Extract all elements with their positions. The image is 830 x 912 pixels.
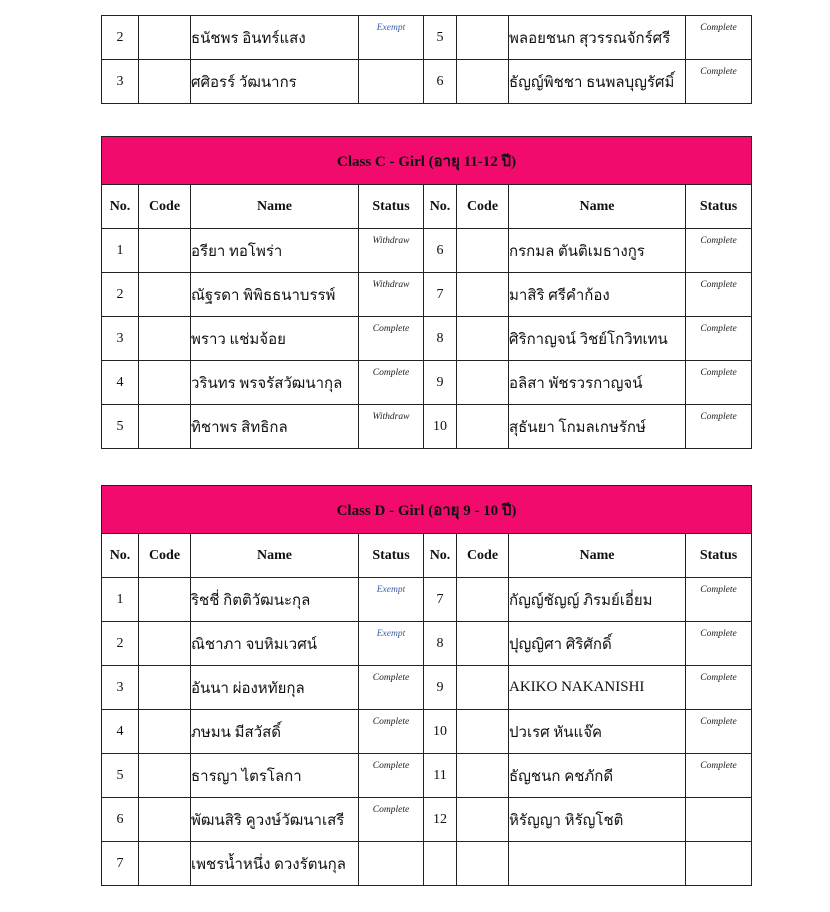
row-number: 9 xyxy=(424,666,457,710)
status-cell xyxy=(359,229,424,273)
code-cell xyxy=(139,754,191,798)
row-number: 10 xyxy=(424,710,457,754)
competitor-name: ธนัชพร อินทร์แสง xyxy=(191,16,359,60)
status-cell xyxy=(686,273,752,317)
status-cell xyxy=(686,60,752,104)
row-number: 9 xyxy=(424,361,457,405)
table-row xyxy=(102,229,752,273)
code-cell xyxy=(139,666,191,710)
competitor-name: ณัฐรดา พิพิธธนาบรรพ์ xyxy=(191,273,359,317)
header-status: Status xyxy=(359,185,424,229)
header-status: Status xyxy=(686,185,752,229)
status-cell xyxy=(359,666,424,710)
status-cell xyxy=(686,361,752,405)
code-cell xyxy=(139,798,191,842)
header-no: No. xyxy=(102,185,139,229)
status-label: Complete xyxy=(700,761,737,771)
competitor-name: ธารญา ไตรโลกา xyxy=(191,754,359,798)
header-name: Name xyxy=(191,534,359,578)
status-cell xyxy=(359,317,424,361)
competitor-name: พราว แช่มจ้อย xyxy=(191,317,359,361)
status-cell xyxy=(686,754,752,798)
competitor-name: ทิชาพร สิทธิกล xyxy=(191,405,359,449)
status-label: Complete xyxy=(372,324,410,334)
status-label: Complete xyxy=(372,673,410,683)
status-cell xyxy=(686,405,752,449)
status-cell xyxy=(359,16,424,60)
status-label: Complete xyxy=(700,324,737,334)
competitor-name: กรกมล ตันติเมธางกูร xyxy=(509,229,686,273)
header-code: Code xyxy=(139,534,191,578)
competitor-name: สุธันยา โกมลเกษรักษ์ xyxy=(509,405,686,449)
table-row xyxy=(102,361,752,405)
status-cell xyxy=(359,798,424,842)
status-label: Complete xyxy=(700,23,737,33)
row-number: 11 xyxy=(424,754,457,798)
code-cell xyxy=(139,273,191,317)
status-label: Complete xyxy=(700,412,737,422)
competitor-name: ปวเรศ หันแจ๊ค xyxy=(509,710,686,754)
competitor-name xyxy=(509,842,686,886)
table-row xyxy=(102,273,752,317)
code-cell xyxy=(457,798,509,842)
competitor-name: หิรัญญา หิรัญโชติ xyxy=(509,798,686,842)
row-number: 6 xyxy=(424,60,457,104)
header-status: Status xyxy=(359,534,424,578)
table-row xyxy=(102,754,752,798)
code-cell xyxy=(139,710,191,754)
status-label: Complete xyxy=(700,67,737,77)
status-cell xyxy=(359,578,424,622)
row-number: 4 xyxy=(102,710,139,754)
code-cell xyxy=(139,317,191,361)
table-class-d xyxy=(101,485,752,886)
header-code: Code xyxy=(457,185,509,229)
code-cell xyxy=(457,317,509,361)
status-cell xyxy=(359,361,424,405)
row-number: 7 xyxy=(424,273,457,317)
status-cell xyxy=(686,798,752,842)
row-number: 4 xyxy=(102,361,139,405)
row-number: 3 xyxy=(102,60,139,104)
table-row xyxy=(102,405,752,449)
table-row xyxy=(102,622,752,666)
table-row xyxy=(102,16,752,60)
header-no: No. xyxy=(424,534,457,578)
status-cell xyxy=(359,273,424,317)
status-label: Exempt xyxy=(376,629,406,639)
status-cell xyxy=(686,666,752,710)
code-cell xyxy=(457,16,509,60)
code-cell xyxy=(139,405,191,449)
row-number: 3 xyxy=(102,317,139,361)
table-row xyxy=(102,798,752,842)
status-cell xyxy=(359,842,424,886)
row-number: 2 xyxy=(102,16,139,60)
code-cell xyxy=(457,666,509,710)
header-name: Name xyxy=(191,185,359,229)
status-label: Complete xyxy=(372,805,410,815)
table-row xyxy=(102,666,752,710)
row-number: 8 xyxy=(424,622,457,666)
status-cell xyxy=(686,710,752,754)
code-cell xyxy=(457,622,509,666)
code-cell xyxy=(457,710,509,754)
status-label: Withdraw xyxy=(372,236,410,246)
row-number: 5 xyxy=(102,405,139,449)
status-label: Complete xyxy=(700,717,737,727)
competitor-name: ปุญญิศา ศิริศักดิ์ xyxy=(509,622,686,666)
competitor-name: AKIKO NAKANISHI xyxy=(509,666,686,710)
code-cell xyxy=(139,361,191,405)
status-cell xyxy=(686,317,752,361)
status-cell xyxy=(686,578,752,622)
row-number: 1 xyxy=(102,578,139,622)
table-class-b-continued xyxy=(101,15,752,104)
row-number: 6 xyxy=(424,229,457,273)
competitor-name: อันนา ผ่องหทัยกุล xyxy=(191,666,359,710)
status-cell xyxy=(359,60,424,104)
row-number: 2 xyxy=(102,273,139,317)
status-cell xyxy=(359,754,424,798)
row-number: 6 xyxy=(102,798,139,842)
status-cell xyxy=(359,622,424,666)
code-cell xyxy=(457,229,509,273)
table-class-c xyxy=(101,136,752,449)
competitor-name: พัฒนสิริ คูวงษ์วัฒนาเสรี xyxy=(191,798,359,842)
row-number: 5 xyxy=(424,16,457,60)
status-label: Withdraw xyxy=(372,280,410,290)
status-label: Exempt xyxy=(376,585,406,595)
row-number: 1 xyxy=(102,229,139,273)
row-number: 8 xyxy=(424,317,457,361)
code-cell xyxy=(139,229,191,273)
table-row xyxy=(102,60,752,104)
header-name: Name xyxy=(509,185,686,229)
header-code: Code xyxy=(457,534,509,578)
status-cell xyxy=(686,842,752,886)
status-cell xyxy=(686,229,752,273)
competitor-name: ธัญญ์พิชชา ธนพลบุญรัศมิ์ xyxy=(509,60,686,104)
status-cell xyxy=(686,16,752,60)
table-row xyxy=(102,842,752,886)
row-number xyxy=(424,842,457,886)
competitor-name: ภษมน มีสวัสดิ์ xyxy=(191,710,359,754)
status-label: Withdraw xyxy=(372,412,410,422)
code-cell xyxy=(139,622,191,666)
class-d-title: Class D - Girl (อายุ 9 - 10 ปี) xyxy=(102,486,752,534)
class-c-title: Class C - Girl (อายุ 11-12 ปี) xyxy=(102,137,752,185)
header-no: No. xyxy=(102,534,139,578)
competitor-name: พลอยชนก สุวรรณจักร์ศรี xyxy=(509,16,686,60)
code-cell xyxy=(457,578,509,622)
code-cell xyxy=(457,273,509,317)
competitor-name: อลิสา พัชรวรกาญจน์ xyxy=(509,361,686,405)
status-label: Complete xyxy=(700,673,737,683)
code-cell xyxy=(457,405,509,449)
row-number: 3 xyxy=(102,666,139,710)
status-cell xyxy=(686,622,752,666)
status-label: Complete xyxy=(700,236,737,246)
table-row xyxy=(102,710,752,754)
competitor-name: ศิริกาญจน์ วิชย์โกวิทเทน xyxy=(509,317,686,361)
code-cell xyxy=(457,842,509,886)
status-cell xyxy=(359,710,424,754)
code-cell xyxy=(457,361,509,405)
code-cell xyxy=(139,578,191,622)
code-cell xyxy=(139,842,191,886)
header-name: Name xyxy=(509,534,686,578)
competitor-name: วรินทร พรจรัสวัฒนากุล xyxy=(191,361,359,405)
row-number: 5 xyxy=(102,754,139,798)
status-label: Complete xyxy=(700,280,737,290)
competitor-name: มาสิริ ศรีคำก้อง xyxy=(509,273,686,317)
status-label: Complete xyxy=(372,717,410,727)
row-number: 12 xyxy=(424,798,457,842)
code-cell xyxy=(139,60,191,104)
status-label: Exempt xyxy=(376,23,406,33)
code-cell xyxy=(139,16,191,60)
header-code: Code xyxy=(139,185,191,229)
competitor-name: ริชชี่ กิตติวัฒนะกุล xyxy=(191,578,359,622)
competitor-name: ธัญชนก คชภักดี xyxy=(509,754,686,798)
row-number: 7 xyxy=(424,578,457,622)
status-label: Complete xyxy=(372,761,410,771)
header-no: No. xyxy=(424,185,457,229)
status-label: Complete xyxy=(700,629,737,639)
status-label: Complete xyxy=(700,368,737,378)
status-cell xyxy=(359,405,424,449)
competitor-name: ณิชาภา จบหิมเวศน์ xyxy=(191,622,359,666)
header-status: Status xyxy=(686,534,752,578)
competitor-name: เพชรน้ำหนึ่ง ดวงรัตนกุล xyxy=(191,842,359,886)
row-number: 2 xyxy=(102,622,139,666)
table-row xyxy=(102,578,752,622)
status-label: Complete xyxy=(700,585,737,595)
row-number: 7 xyxy=(102,842,139,886)
competitor-name: ศศิอรร์ วัฒนากร xyxy=(191,60,359,104)
row-number: 10 xyxy=(424,405,457,449)
code-cell xyxy=(457,754,509,798)
code-cell xyxy=(457,60,509,104)
status-label: Complete xyxy=(372,368,410,378)
table-row xyxy=(102,317,752,361)
competitor-name: อรียา ทอโพร่า xyxy=(191,229,359,273)
competitor-name: กัญญ์ชัญญ์ ภิรมย์เอี่ยม xyxy=(509,578,686,622)
